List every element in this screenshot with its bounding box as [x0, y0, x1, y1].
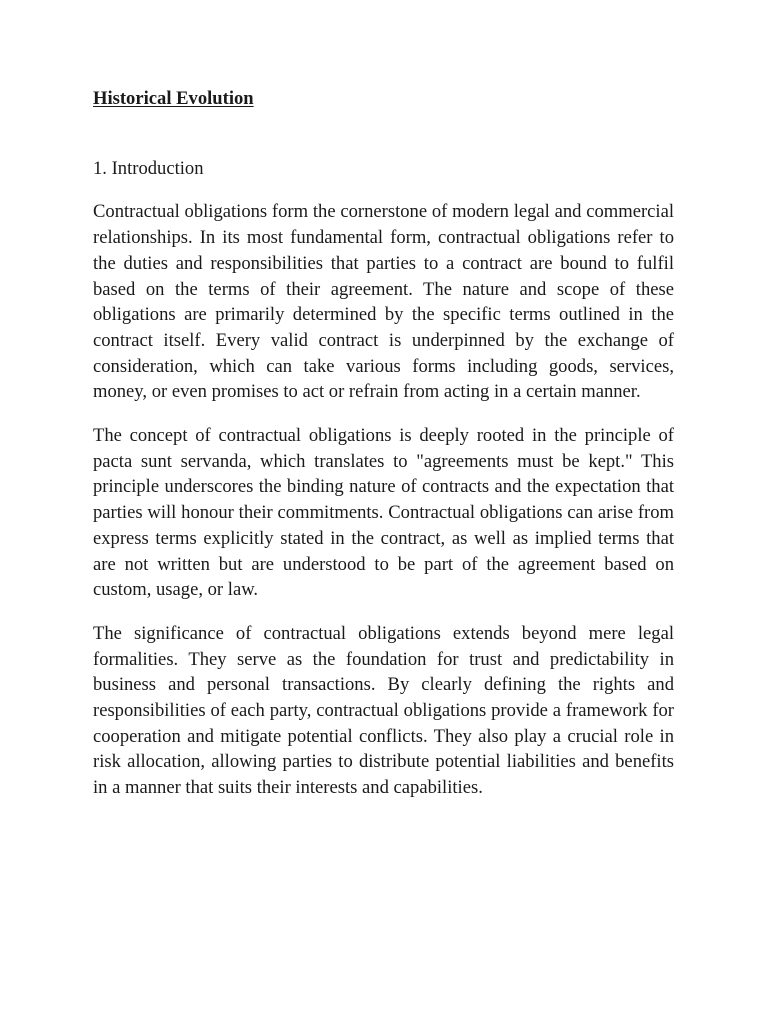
- section-heading-introduction: 1. Introduction: [93, 157, 204, 179]
- paragraph-2: The concept of contractual obligations is deeply rooted in the principle of pacta sunt servanda, which translates to "agreements must be kept." This principle underscores the binding nature of contracts and the expectation that parties will honour their commitments. Contractual obligations can arise from express terms explicitly stated in the contract, as well as implied terms that are not written but are understood to be part of the agreement based on custom, usage, or law.: [93, 425, 674, 601]
- document-title: Historical Evolution: [93, 88, 254, 109]
- paragraph-1: Contractual obligations form the cornerstone of modern legal and commercial relationships. In its most fundamental form, contractual obligations refer to the duties and responsibilities that parties to a contract are bound to fulfil based on the terms of their agreement. The nature and scope of these obligations are primarily determined by the specific terms outlined in the contract itself. Every valid contract is underpinned by the exchange of consideration, which can take various forms including goods, services, money, or even promises to act or refrain from acting in a certain manner.: [93, 201, 674, 403]
- paragraph-3: The significance of contractual obligations extends beyond mere legal formalities. They serve as the foundation for trust and predictability in business and personal transactions. By clearly defining the rights and responsibilities of each party, contractual obligations provide a framework for cooperation and mitigate potential conflicts. They also play a crucial role in risk allocation, allowing parties to distribute potential liabilities and benefits in a manner that suits their interests and capabilities.: [93, 622, 674, 799]
- document-page: [93, 86, 674, 801]
